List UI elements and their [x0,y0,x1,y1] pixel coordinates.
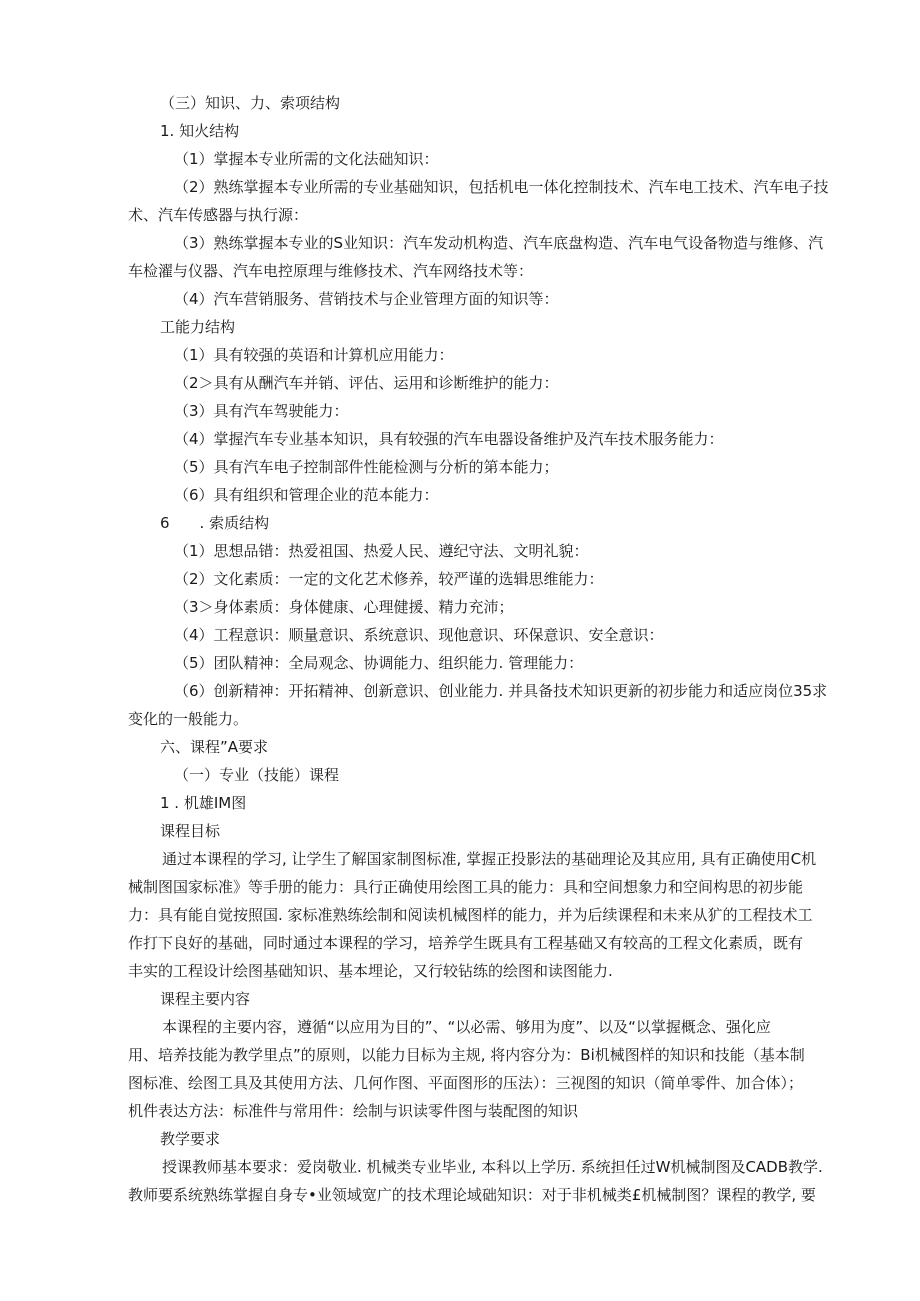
list-item: （2＞具有从酬汽车并销、评估、运用和诊断维护的能力： [174,374,559,392]
paragraph-line: 力：具有能自觉按照国. 家标准熟练绘制和阅读机械图样的能力，并为后续课程和未来从犷的工程技术工 [128,906,813,924]
subheading-quality-structure: 6 . 索质结构 [160,514,270,532]
section-heading-knowledge-ability-quality: （三）知识、力、索项结构 [160,94,341,112]
paragraph-line: 图标准、绘图工具及其使用方法、几何作图、平面图形的压法）：三视图的知识（简单零件、加合体）； [128,1074,804,1092]
subheading-ability-structure: 工能力结构 [160,318,236,336]
subheading-knowledge-structure: 1. 知火结构 [160,122,240,140]
paragraph-line: 通过本课程的学习, 让学生了解国家制图标准, 掌握正投影法的基础理论及其应用, 具有正确使用C机 [162,850,817,868]
subheading-course-content: 课程主要内容 [160,990,251,1008]
list-item: （2）熟练掌握本专业所需的专业基础知识，包括机电一体化控制技术、汽车电工技术、汽车电子技 [174,178,829,196]
list-item-continuation: 变化的一般能力。 [128,710,249,728]
list-item: （3）具有汽车驾驶能力： [174,402,349,420]
paragraph-line: 用、培养技能为教学里点”的原则，以能力目标为主规, 将内容分为：Bi机械图样的知识和技能（基本制 [128,1046,805,1064]
paragraph-line: 作打下良好的基础，同时通过本课程的学习，培养学生既具有工程基础又有较高的工程文化素质，既有 [128,934,804,952]
section-heading-professional-courses: （一）专业（技能）课程 [174,766,340,784]
list-item: （4）汽车营销服务、营销技术与企业管理方面的知识等： [174,290,559,308]
course-title: 1 . 机雄IM图 [160,794,247,812]
list-item-continuation: 术、汽车传感器与执行源： [128,206,309,224]
paragraph-line: 授课教师基本要求：爱岗敬业. 机械类专业毕业, 本科以上学历. 系统担任过W机械制图及CADB教学. [162,1158,823,1176]
paragraph-line: 机件表达方法：标准件与常用件：绘制与识读零件图与装配图的知识 [128,1102,579,1120]
paragraph-line: 丰实的工程设计绘图基础知识、基本埋论，又行较钻练的绘图和读图能力. [128,962,613,980]
subheading-course-objective: 课程目标 [160,822,221,840]
list-item-continuation: 车检濯与仪器、汽车电控原理与维修技术、汽车网络技术等： [128,262,534,280]
paragraph-line: 械制图国家标准》等手册的能力：具行正确使用绘图工具的能力：具和空间想象力和空间构思的初步能 [128,878,804,896]
chapter-heading-curriculum: 六、课程”A要求 [160,738,269,756]
list-item: （4）掌握汽车专业基本知识，具有较强的汽车电器设备维护及汽车技术服务能力： [174,430,724,448]
paragraph-line: 本课程的主要内容，遵循“以应用为目的”、“以必需、够用为度”、以及“以掌握概念、强化应 [162,1018,771,1036]
subheading-teaching-requirements: 教学要求 [160,1130,221,1148]
list-item: （4）工程意识：顺量意识、系统意识、现他意识、环保意识、安全意识： [174,626,664,644]
list-item: （1）思想品错：热爱祖国、热爱人民、遵纪守法、文明礼貌： [174,542,589,560]
list-item: （1）具有较强的英语和计算机应用能力： [174,346,454,364]
list-item: （6）创新精神：开拓精神、创新意识、创业能力. 并具备技术知识更新的初步能力和适应岗位35求 [174,682,828,700]
list-item: （1）掌握本专业所需的文化法础知识： [174,150,439,168]
list-item: （6）具有组织和管理企业的范本能力： [174,486,439,504]
list-item: （3）熟练掌握本专业的S业知识：汽车发动机构造、汽车底盘构造、汽车电气设备物造与维修、汽 [174,234,824,252]
list-item: （5）具有汽车电子控制部件性能检测与分析的第本能力； [174,458,559,476]
list-item: （3＞身体素质：身体健康、心理健援、精力充沛； [174,598,514,616]
list-item: （5）团队精神：全局观念、协调能力、组织能力. 管理能力： [174,654,584,672]
paragraph-line: 教师要系统熟练掌握自身专•业领域宽广的技术理论域础知识：对于非机械类£机械制图？课程的教学, 要 [128,1186,816,1204]
list-item: （2）文化素质：一定的文化艺术修养，较严谨的选辑思维能力： [174,570,604,588]
